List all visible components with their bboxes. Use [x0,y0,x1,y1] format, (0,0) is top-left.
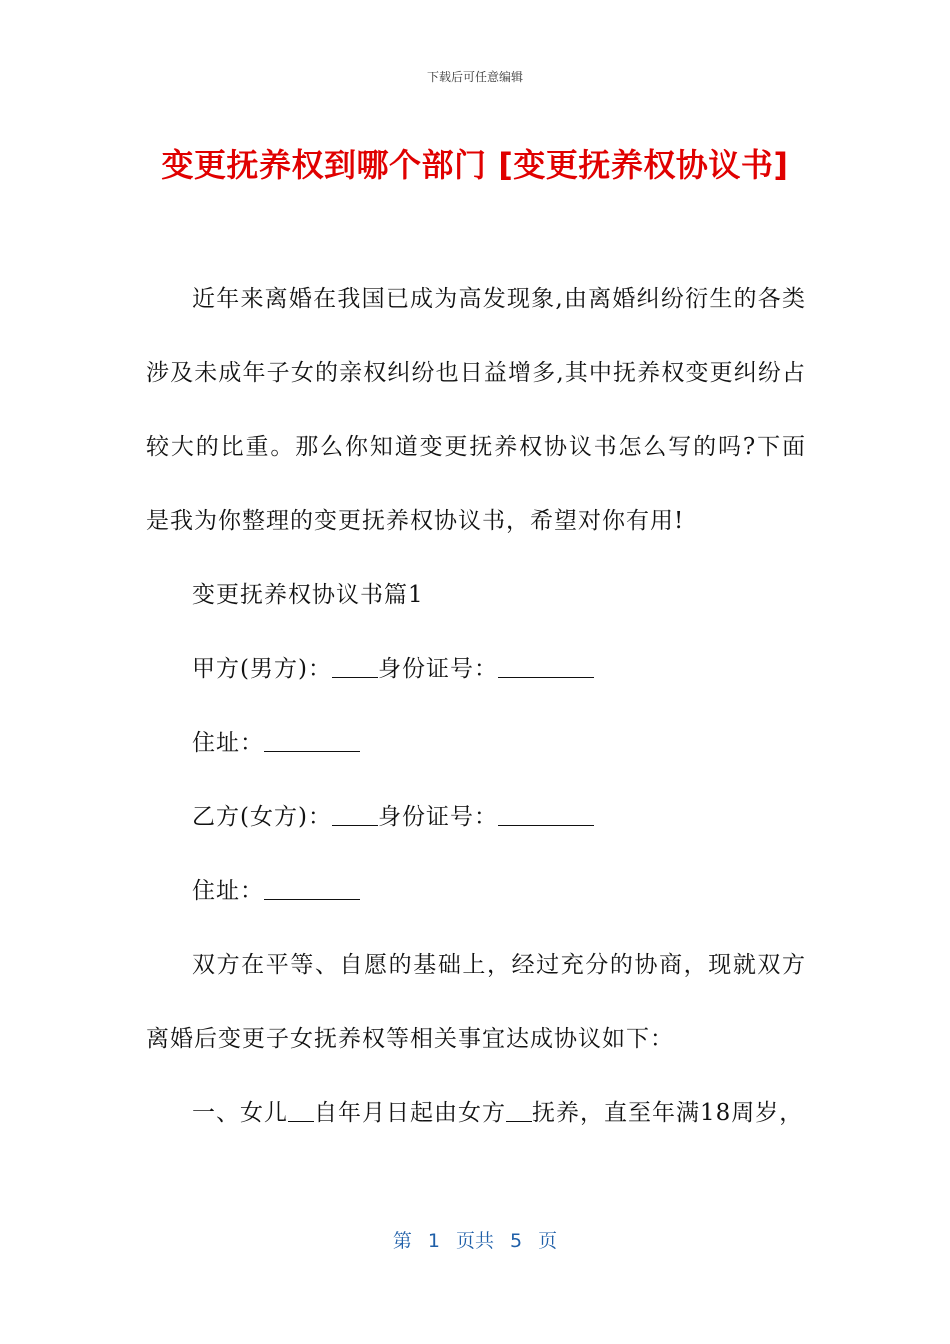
paragraph-section-heading: 变更抚养权协议书篇1 [192,582,424,608]
party-b-address-blank [264,877,360,900]
footer-page-mid: 页共 [455,1230,494,1252]
party-b-address-label: 住址： [192,878,264,904]
paragraph-intro: 近年来离婚在我国已成为高发现象,由离婚纠纷衍生的各类涉及未成年子女的亲权纠纷也日益增多,其中抚养权变更纠纷占较大的比重。那么你知道变更抚养权协议书怎么写的吗?下面是我为你整理的变更抚养权协议书，希望对你有用! [146,286,806,534]
party-a-name-blank [332,655,378,678]
clause-1-text-a: 一、女儿 [192,1100,288,1126]
footer-page-total: 5 [510,1230,523,1252]
party-b-label: 乙方(女方)： [192,804,332,830]
footer-page-prefix: 第 [392,1230,412,1252]
page-footer [0,1226,950,1253]
party-b-name-blank [332,803,378,826]
paragraph-party-b [146,780,806,854]
header-note: 下载后可任意编辑 [426,70,523,84]
party-a-id-blank [498,655,594,678]
clause-1-text-c: 抚养，直至年满18周岁， [532,1100,804,1126]
paragraph-clause-1 [146,1076,806,1150]
party-a-address-blank [264,729,360,752]
paragraph-party-a-address [146,706,806,780]
paragraph-party-a [146,632,806,706]
party-b-id-label: 身份证号： [377,804,498,830]
clause-1-child-blank [288,1099,314,1122]
footer-page-suffix: 页 [538,1230,558,1252]
party-b-id-blank [498,803,594,826]
party-a-address-label: 住址： [192,730,264,756]
party-a-id-label: 身份证号： [377,656,498,682]
footer-page-current: 1 [427,1230,440,1252]
document-body [146,262,806,1150]
clause-1-text-b: 自年月日起由女方 [314,1100,506,1126]
document-title: 变更抚养权到哪个部门 [变更抚养权协议书] [161,146,789,184]
clause-1-mother-blank [506,1099,532,1122]
paragraph-agreement-preamble: 双方在平等、自愿的基础上，经过充分的协商，现就双方离婚后变更子女抚养权等相关事宜达成协议如下： [146,952,806,1052]
paragraph-party-b-address [146,854,806,928]
party-a-label: 甲方(男方)： [192,656,332,682]
